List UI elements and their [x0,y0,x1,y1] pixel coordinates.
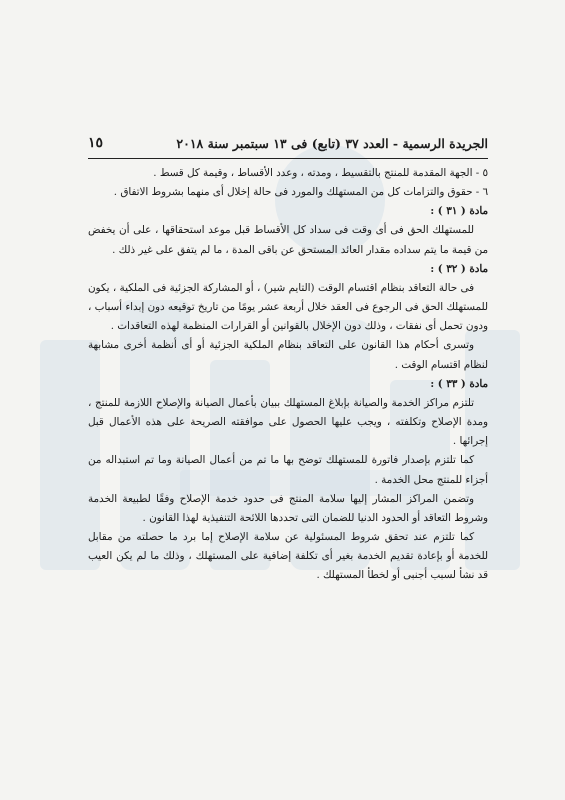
paragraph: وتسرى أحكام هذا القانون على التعاقد بنظام الملكية الجزئية أو أى أنظمة أخرى مشابهة لنظام اقتسام الوقت . [88,339,488,371]
page-number: ١٥ [88,135,104,151]
header-divider [88,158,488,159]
paragraph: فى حالة التعاقد بنظام اقتسام الوقت (التايم شير) ، أو المشاركة الجزئية فى الملكية ، يكون للمستهلك الحق فى الرجوع فى العقد خلال أربعة عشر يومًا من تاريخ توقيعه دون إبداء أسباب ، ودون تحمل أى نفقات ، وذلك دون الإخلال بالقوانين أو القرارات المنظمة لهذه التعاقدات . [88,281,488,333]
paragraph: وتضمن المراكز المشار إليها سلامة المنتج فى حدود خدمة الإصلاح وفقًا لطبيعة الخدمة وشروط التعاقد أو الحدود الدنيا للضمان التى تحددها اللائحة التنفيذية لهذا القانون . [88,492,488,524]
list-item: ٦ - حقوق والتزامات كل من المستهلك والمورد فى حالة إخلال أى منهما بشروط الاتفاق . [113,186,488,199]
list-item: ٥ - الجهة المقدمة للمنتج بالتقسيط ، ومدته ، وعدد الأقساط ، وقيمة كل قسط . [153,167,488,179]
paragraph: كما تلتزم بإصدار فاتورة للمستهلك توضح بها ما تم من أعمال الصيانة وما تم استبداله من أجزاء للمنتج محل الخدمة . [88,454,488,486]
page-header [88,132,488,154]
document-body [88,164,488,585]
article-heading: مادة ( ٣٢ ) : [430,262,488,275]
article-heading: مادة ( ٣٣ ) : [430,377,488,390]
paragraph: للمستهلك الحق فى أى وقت فى سداد كل الأقساط قبل موعد استحقاقها ، على أن يخفض من قيمة ما يتم سداده مقدار العائد المستحق عن باقى المدة ، ما لم يتفق على غير ذلك . [88,224,488,256]
article-heading: مادة ( ٣١ ) : [430,205,488,218]
paragraph: تلتزم مراكز الخدمة والصيانة بإبلاغ المستهلك ببيان بأعمال الصيانة والإصلاح اللازمة للمنتج ، ومدة الإصلاح وتكلفته ، ويجب عليها الحصول على موافقته الصريحة على هذه الأعمال قبل إجرائها . [88,396,488,448]
paragraph: كما تلتزم عند تحقق شروط المسئولية عن سلامة الإصلاح إما برد ما حصلته من مقابل للخدمة أو بإعادة تقديم الخدمة بغير أى تكلفة إضافية على المستهلك ، وذلك ما لم يكن العيب قد نشأ لسبب أجنبى أو لخطأ المستهلك . [88,530,488,582]
header-title: الجريدة الرسمية - العدد ٣٧ (تابع) فى ١٣ سبتمبر سنة ٢٠١٨ [176,135,488,151]
